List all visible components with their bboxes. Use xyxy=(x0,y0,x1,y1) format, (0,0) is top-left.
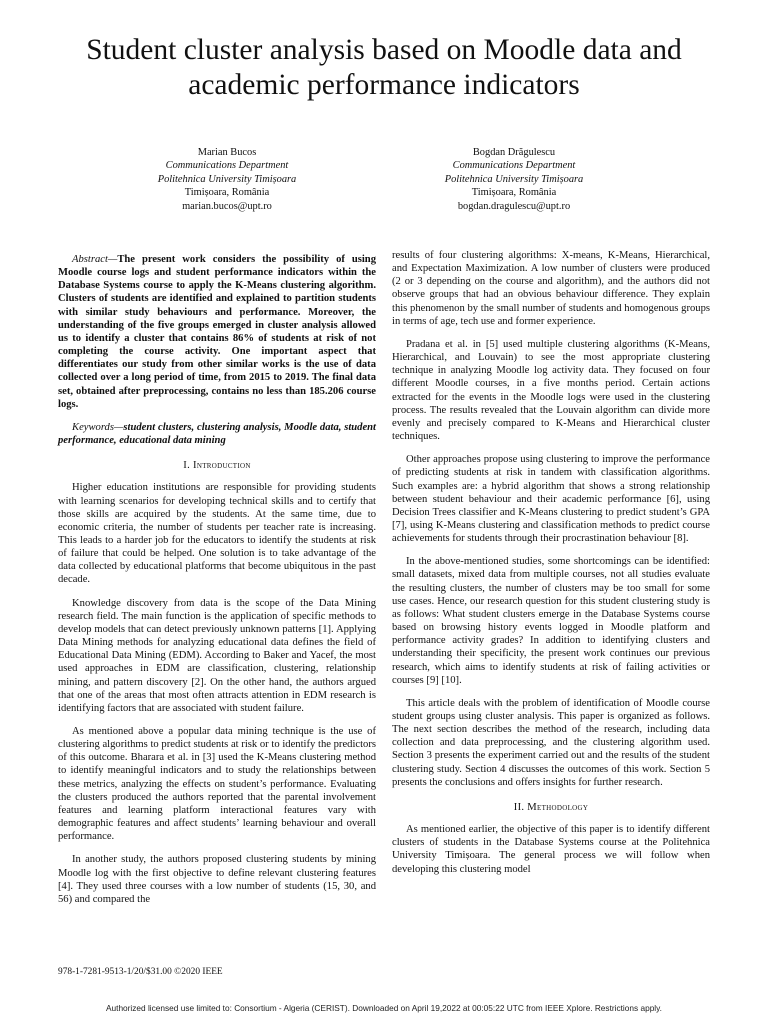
body-paragraph: In the above-mentioned studies, some shortcomings can be identified: small datasets, mixed data from multiple courses, not all studies evaluate the resulting clusters, the number of clusters may be too small for some use cases. Hence, our research question for this student clustering study is as follows: What student clusters emerge in the Database Systems course based on browsing history events logged in Moodle platform and performance activity grades? In addition to identifying clusters and understanding their specificity, the present work continues our previous research, which aims to identify students at risk of failing activities or courses [9] [10]. xyxy=(392,556,710,686)
author-department: Communications Department xyxy=(452,160,576,172)
author-university: Politehnica University Timișoara xyxy=(444,173,584,185)
author-department: Communications Department xyxy=(165,160,289,172)
author-block-1 xyxy=(107,146,347,213)
body-paragraph: Knowledge discovery from data is the scope of the Data Mining research field. The main function is the application of specific methods to develop models that can detect previously unknown patterns [1]. Applying Data Mining methods for analyzing educational data defines the field of Educational Data Mining (EDM). According to Baker and Yacef, the most used approaches in EDM are classification, clustering, relationship mining, and pattern discovery [2]. On the other hand, the authors argued that one of the areas that most often attracts attention in EDM research is identifying factors that are associated with student failure. xyxy=(58,597,376,714)
author-university: Politehnica University Timișoara xyxy=(157,173,297,185)
author-email: bogdan.dragulescu@upt.ro xyxy=(457,200,571,212)
right-column xyxy=(392,249,710,886)
body-paragraph: This article deals with the problem of identification of Moodle course student groups using cluster analysis. This paper is organized as follows. The next section describes the method of the research, including data collection and data preprocessing, and the clustering algorithm used. Section 3 presents the experiment carried out and the results of the student clustering study. Section 4 discusses the outcomes of this work. Section 5 presents the conclusions and offers insights for further research. xyxy=(392,697,710,788)
abstract-text: The present work considers the possibility of using Moodle course logs and student performance indicators within the Database Systems course to apply the K-Means clustering algorithm. Clusters of students are identified and explained to partition students with similar study behaviours and performance. Moreover, the understanding of the five groups emerged in cluster analysis allowed us to identify a cluster that contains 86% of students at risk of not completing the course activity. One important aspect that differentiates our study from other similar works is the use of data collected over a long period of time, from 2015 to 2019. The final data set, obtained after preprocessing, contains no less than 185.206 course logs. xyxy=(58,254,376,410)
author-block-2 xyxy=(394,146,634,213)
body-paragraph: Higher education institutions are responsible for providing students with learning scenarios for developing technical skills and to certify that those skills are acquired by the students. At the same time, due to economic criteria, the number of students per teacher rate is increasing. This leads to a harder job for the educators to identify the students at risk of failure that could be helped. One solution is to take advantage of the data collected by educational platforms that become ubiquitous in the past decade. xyxy=(58,482,376,586)
body-paragraph: Pradana et al. in [5] used multiple clustering algorithms (K-Means, Hierarchical, and Louvain) to see the most appropriate clustering technique in analyzing Moodle log activity data. They focused on four different Moodle courses, in a five months period. Certain actions extracted for the events in the Moodle logs were used in the clustering process. The results revealed that the Louvain algorithm can divide more evenly and precisely compared to K-Means and Hierarchical cluster techniques. xyxy=(392,338,710,443)
footer-copyright: 978-1-7281-9513-1/20/$31.00 ©2020 IEEE xyxy=(58,967,223,977)
body-paragraph: Other approaches propose using clustering to improve the performance of predicting students at risk in tandem with classification algorithms. Such examples are: a hybrid algorithm that shows a strong relationship between student behaviour and their academic performance [6], using Decision Trees classifier and K-Means clustering to predict student’s GPA [7], using K-Means clustering and classification methods to predict course achievements for students through their procrastination behaviour [8]. xyxy=(392,454,710,545)
body-paragraph: As mentioned above a popular data mining technique is the use of clustering algorithms to predict students at risk or to identify the predictors of this outcome. Bharara et al. in [3] used the K-Means clustering method to identify meaningful indicators and to study the relationships between these metrics, analyzing the effects on student’s performance. Evaluating the clusters produced the authors reported that the parental involvement features and learning platform interactional features vary with demographic features and affect students’ learning behaviour and overall performance. xyxy=(58,726,376,843)
keywords-lead: Keywords— xyxy=(72,421,124,433)
body-paragraph: As mentioned earlier, the objective of this paper is to identify different clusters of students in the Database Systems course at the Politehnica University Timișoara. The general process we will follow when developing this clustering model xyxy=(392,824,710,875)
author-email: marian.bucos@upt.ro xyxy=(182,200,272,212)
abstract xyxy=(58,253,376,411)
section-heading-introduction: I. Introduction xyxy=(183,460,251,472)
license-notice: Authorized licensed use limited to: Consortium - Algeria (CERIST). Downloaded on April 19,2022 at 00:05:22 UTC from IEEE Xplore. Restrictions apply. xyxy=(105,1003,662,1013)
author-city: Timișoara, România xyxy=(471,187,557,199)
author-city: Timișoara, România xyxy=(184,187,270,199)
paper-title: Student cluster analysis based on Moodle data and academic performance indicators xyxy=(86,34,682,101)
left-column xyxy=(58,253,376,916)
body-paragraph: In another study, the authors proposed clustering students by mining Moodle log with the first objective to define relevant clustering features [4]. They used three courses with a low number of students (15, 30, and 56) and compared the xyxy=(58,854,376,905)
keywords xyxy=(58,421,376,447)
body-paragraph: results of four clustering algorithms: X-means, K-Means, Hierarchical, and Expectation Maximization. A low number of clusters were produced (2 or 3 depending on the course and algorithm), and the authors did not observe groups that had an obvious behaviour difference. They explain this phenomenon by the small number of students and homogenous groups in terms of age, tech use and former experience. xyxy=(392,250,710,327)
author-name: Bogdan Drăgulescu xyxy=(472,147,556,158)
keywords-text: student clusters, clustering analysis, Moodle data, student performance, educational data mining xyxy=(58,421,376,447)
section-heading-methodology: II. Methodology xyxy=(513,801,589,813)
abstract-lead: Abstract— xyxy=(72,254,118,265)
author-name: Marian Bucos xyxy=(197,147,257,158)
